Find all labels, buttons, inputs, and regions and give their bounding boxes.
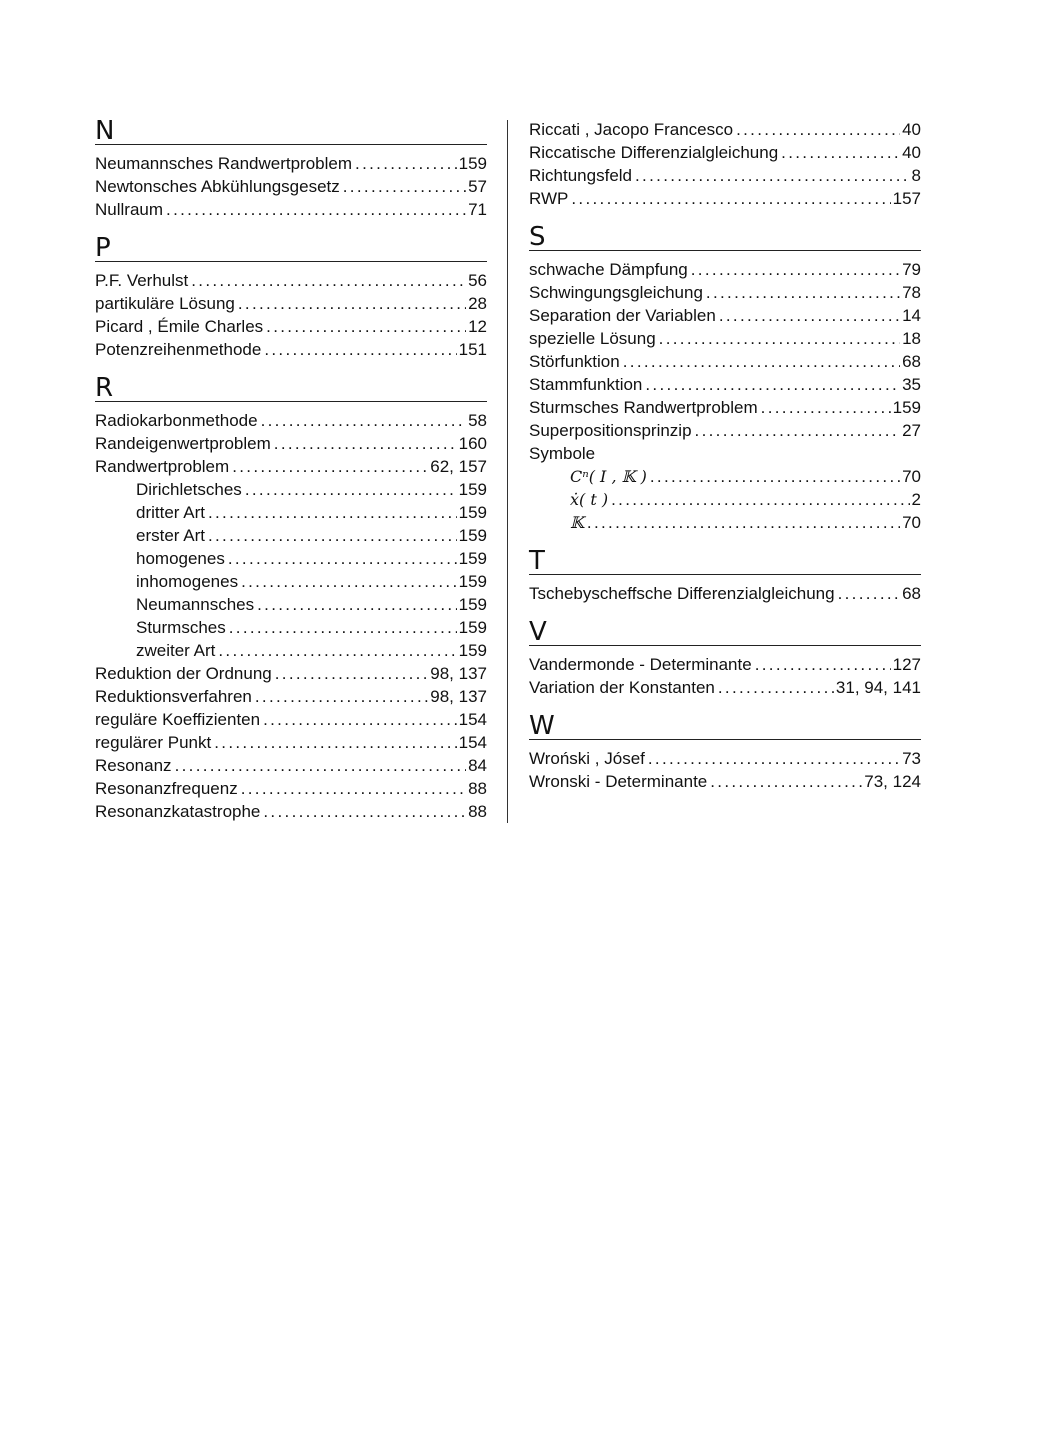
page-numbers: 98, 137 — [430, 664, 487, 683]
index-term: Wronski - Determinante — [529, 772, 708, 791]
page-numbers: 57 — [468, 177, 487, 196]
index-entry — [95, 432, 487, 455]
index-subentry — [95, 501, 487, 524]
dot-leader — [266, 315, 466, 338]
index-entry — [95, 685, 487, 708]
page-numbers: 159 — [458, 572, 487, 591]
index-section-n — [95, 118, 487, 221]
dot-leader — [264, 338, 456, 361]
section-letter-heading: R — [95, 375, 487, 402]
index-term: Stammfunktion — [529, 375, 643, 394]
dot-leader — [245, 478, 457, 501]
index-term: Potenzreihenmethode — [95, 340, 262, 359]
page-numbers: 160 — [458, 434, 487, 453]
index-term: Radiokarbonmethode — [95, 411, 258, 430]
index-entry-list — [529, 118, 921, 210]
index-entry — [529, 327, 921, 350]
page-numbers: 159 — [458, 154, 487, 173]
index-subentry — [95, 570, 487, 593]
index-subentry — [95, 593, 487, 616]
index-term: Wroński , Jósef — [529, 749, 645, 768]
dot-leader — [706, 281, 900, 304]
dot-leader — [736, 118, 900, 141]
index-entry-list — [529, 258, 921, 534]
index-term: regulärer Punkt — [95, 733, 212, 752]
page-numbers: 159 — [458, 618, 487, 637]
index-term: Neumannsches — [136, 595, 255, 614]
dot-leader — [719, 304, 900, 327]
index-term: Resonanzkatastrophe — [95, 802, 261, 821]
page-numbers: 68 — [902, 352, 921, 371]
index-entry — [529, 350, 921, 373]
page-numbers: 159 — [458, 526, 487, 545]
dot-leader — [695, 419, 901, 442]
dot-leader — [710, 770, 862, 793]
index-term: Neumannsches Randwertproblem — [95, 154, 353, 173]
page-numbers: 159 — [458, 549, 487, 568]
page-numbers: 159 — [458, 641, 487, 660]
dot-leader — [755, 653, 891, 676]
dot-leader — [571, 187, 890, 210]
dot-leader — [275, 662, 429, 685]
index-entry — [529, 373, 921, 396]
page-numbers: 27 — [902, 421, 921, 440]
page-numbers: 28 — [468, 294, 487, 313]
index-entry — [95, 455, 487, 478]
dot-leader — [241, 777, 466, 800]
index-term: Vandermonde - Determinante — [529, 655, 752, 674]
index-term: Picard , Émile Charles — [95, 317, 264, 336]
dot-leader — [343, 175, 466, 198]
index-entry-list — [95, 409, 487, 823]
index-term: ẋ( t ) — [570, 490, 609, 509]
index-entry-list — [529, 582, 921, 605]
dot-leader — [261, 409, 467, 432]
index-term: partikuläre Lösung — [95, 294, 235, 313]
dot-leader — [218, 639, 456, 662]
index-term: zweiter Art — [136, 641, 216, 660]
page-numbers: 88 — [468, 779, 487, 798]
dot-leader — [761, 396, 891, 419]
section-letter-heading: P — [95, 235, 487, 262]
dot-leader — [257, 593, 457, 616]
index-section-w — [529, 713, 921, 793]
index-entry — [529, 258, 921, 281]
index-term: Tschebyscheffsche Differenzialgleichung — [529, 584, 835, 603]
index-term: Schwingungsgleichung — [529, 283, 703, 302]
index-term: Randeigenwertproblem — [95, 434, 271, 453]
index-section-r — [95, 375, 487, 823]
index-entry — [529, 676, 921, 699]
index-entry-list — [529, 747, 921, 793]
section-letter-heading: V — [529, 619, 921, 646]
index-subentry — [95, 524, 487, 547]
index-entry — [529, 141, 921, 164]
page-numbers: 2 — [911, 490, 921, 509]
dot-leader — [623, 350, 900, 373]
index-term: Nullraum — [95, 200, 164, 219]
index-term: P.F. Verhulst — [95, 271, 189, 290]
dot-leader — [691, 258, 900, 281]
page-numbers: 78 — [902, 283, 921, 302]
index-column-left — [95, 118, 487, 837]
dot-leader — [263, 708, 457, 731]
index-section-continued — [529, 118, 921, 210]
dot-leader — [241, 570, 457, 593]
index-entry — [95, 338, 487, 361]
index-entry — [95, 731, 487, 754]
index-entry — [95, 754, 487, 777]
index-term: Superpositionsprinzip — [529, 421, 692, 440]
page-numbers: 56 — [468, 271, 487, 290]
section-letter-heading: T — [529, 548, 921, 575]
index-term: Richtungsfeld — [529, 166, 633, 185]
page-numbers: 70 — [902, 513, 921, 532]
page-numbers: 40 — [902, 120, 921, 139]
index-subentry — [95, 639, 487, 662]
index-entry — [529, 582, 921, 605]
index-term: schwache Dämpfung — [529, 260, 688, 279]
index-entry-group-heading: Symbole — [529, 444, 596, 463]
dot-leader — [208, 501, 457, 524]
page-numbers: 79 — [902, 260, 921, 279]
index-subentry — [529, 488, 921, 511]
page-numbers: 73, 124 — [864, 772, 921, 791]
dot-leader — [191, 269, 466, 292]
page-numbers: 157 — [892, 189, 921, 208]
dot-leader — [232, 455, 428, 478]
dot-leader — [648, 747, 900, 770]
index-term: Riccati , Jacopo Francesco — [529, 120, 734, 139]
index-term: Randwertproblem — [95, 457, 230, 476]
index-entry — [95, 269, 487, 292]
dot-leader — [238, 292, 466, 315]
index-subentry — [95, 547, 487, 570]
page-numbers: 159 — [458, 503, 487, 522]
index-subentry — [529, 511, 921, 534]
dot-leader — [781, 141, 900, 164]
index-subentry — [95, 478, 487, 501]
page-numbers: 58 — [468, 411, 487, 430]
index-term: 𝕂 — [570, 513, 584, 532]
page-numbers: 98, 137 — [430, 687, 487, 706]
section-letter-heading: W — [529, 713, 921, 740]
index-term: Sturmsches Randwertproblem — [529, 398, 758, 417]
dot-leader — [645, 373, 900, 396]
index-entry — [529, 653, 921, 676]
page-numbers: 12 — [468, 317, 487, 336]
dot-leader — [838, 582, 901, 605]
page-numbers: 151 — [458, 340, 487, 359]
index-term: Newtonsches Abkühlungsgesetz — [95, 177, 340, 196]
index-entry-list — [95, 269, 487, 361]
dot-leader — [587, 511, 900, 534]
index-entry — [95, 152, 487, 175]
section-letter-heading: N — [95, 118, 487, 145]
dot-leader — [255, 685, 428, 708]
page-numbers: 40 — [902, 143, 921, 162]
index-term: inhomogenes — [136, 572, 239, 591]
dot-leader — [718, 676, 834, 699]
page-numbers: 159 — [892, 398, 921, 417]
dot-leader — [355, 152, 457, 175]
page-numbers: 84 — [468, 756, 487, 775]
index-entry — [529, 396, 921, 419]
dot-leader — [635, 164, 910, 187]
page-numbers: 71 — [468, 200, 487, 219]
index-term: Cⁿ( I , 𝕂 ) — [570, 467, 647, 486]
dot-leader — [175, 754, 467, 777]
index-term: Sturmsches — [136, 618, 226, 637]
page-numbers: 14 — [902, 306, 921, 325]
index-entry — [529, 118, 921, 141]
index-entry-list — [529, 653, 921, 699]
page-numbers: 70 — [902, 467, 921, 486]
column-divider — [507, 120, 508, 823]
index-term: homogenes — [136, 549, 225, 568]
index-term: Resonanzfrequenz — [95, 779, 238, 798]
index-entry — [95, 315, 487, 338]
dot-leader — [214, 731, 456, 754]
index-entry-list — [95, 152, 487, 221]
index-term: erster Art — [136, 526, 205, 545]
dot-leader — [166, 198, 466, 221]
index-term: Dirichletsches — [136, 480, 242, 499]
index-term: Reduktion der Ordnung — [95, 664, 272, 683]
index-entry — [95, 175, 487, 198]
index-section-s — [529, 224, 921, 534]
dot-leader — [659, 327, 900, 350]
index-term: spezielle Lösung — [529, 329, 656, 348]
index-term: dritter Art — [136, 503, 205, 522]
page-numbers: 88 — [468, 802, 487, 821]
page-numbers: 35 — [902, 375, 921, 394]
index-entry — [529, 770, 921, 793]
index-subentry — [529, 465, 921, 488]
index-entry — [95, 409, 487, 432]
page-numbers: 31, 94, 141 — [835, 678, 921, 697]
dot-leader — [650, 465, 900, 488]
index-entry — [95, 198, 487, 221]
index-entry — [95, 662, 487, 685]
page-numbers: 73 — [902, 749, 921, 768]
index-entry — [529, 281, 921, 304]
index-section-p — [95, 235, 487, 361]
dot-leader — [208, 524, 457, 547]
page-numbers: 159 — [458, 480, 487, 499]
index-section-t — [529, 548, 921, 605]
page-numbers: 127 — [892, 655, 921, 674]
page-numbers: 159 — [458, 595, 487, 614]
index-entry — [529, 164, 921, 187]
index-entry — [529, 304, 921, 327]
index-term: Separation der Variablen — [529, 306, 716, 325]
index-entry — [95, 800, 487, 823]
page-numbers: 68 — [902, 584, 921, 603]
index-entry — [95, 777, 487, 800]
index-term: Riccatische Differenzialgleichung — [529, 143, 779, 162]
index-entry — [95, 708, 487, 731]
page-numbers: 62, 157 — [430, 457, 487, 476]
dot-leader — [263, 800, 466, 823]
index-entry — [529, 187, 921, 210]
index-term: Variation der Konstanten — [529, 678, 715, 697]
index-term: Resonanz — [95, 756, 172, 775]
index-term: reguläre Koeffizienten — [95, 710, 261, 729]
dot-leader — [228, 547, 457, 570]
index-section-v — [529, 619, 921, 699]
index-column-right — [529, 118, 921, 807]
page-numbers: 154 — [458, 733, 487, 752]
dot-leader — [274, 432, 457, 455]
dot-leader — [229, 616, 457, 639]
index-term: Reduktionsverfahren — [95, 687, 252, 706]
page-numbers: 8 — [911, 166, 921, 185]
index-entry — [529, 419, 921, 442]
index-entry — [529, 747, 921, 770]
dot-leader — [611, 488, 909, 511]
section-letter-heading: S — [529, 224, 921, 251]
index-term: Störfunktion — [529, 352, 620, 371]
index-entry — [95, 292, 487, 315]
index-term: RWP — [529, 189, 569, 208]
page-numbers: 154 — [458, 710, 487, 729]
index-subentry — [95, 616, 487, 639]
page-numbers: 18 — [902, 329, 921, 348]
